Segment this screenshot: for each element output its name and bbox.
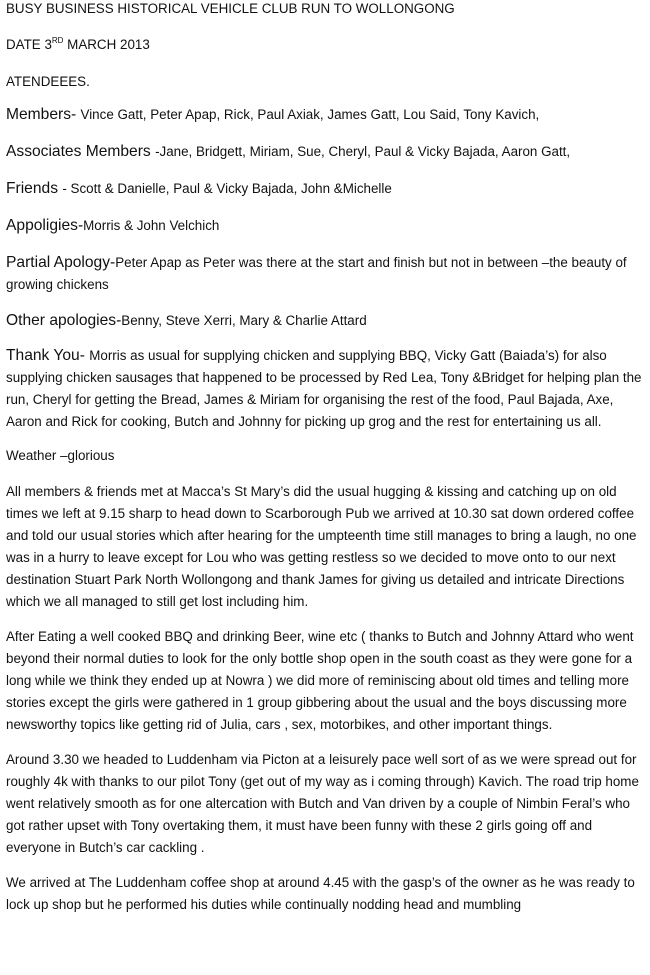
members-list: Vince Gatt, Peter Apap, Rick, Paul Axiak, James Gatt, Lou Said, Tony Kavich, (80, 107, 540, 122)
date-prefix: DATE 3 (6, 37, 52, 52)
appoligies-line (6, 215, 644, 237)
associates-label: Associates Members (6, 143, 156, 160)
members-label: Members- (6, 106, 81, 123)
thank-you-paragraph (6, 345, 644, 433)
appoligies-label: Appoligies- (6, 217, 84, 234)
friends-list: - Scott & Danielle, Paul & Vicky Bajada, John &Michelle (62, 181, 392, 196)
appoligies-list: Morris & John Velchich (83, 218, 220, 233)
partial-apology-text: Peter Apap as Peter was there at the start and finish but not in between –the beauty of growing chickens (6, 255, 627, 292)
attendees-heading: ATENDEEES. (6, 74, 90, 89)
paragraph-coffee-shop: We arrived at The Luddenham coffee shop at around 4.45 with the gasp’s of the owner as he was ready to lock up shop but he performed his duties while continually nodding head and mumbling (6, 875, 635, 912)
paragraph-meeting: All members & friends met at Macca’s St Mary’s did the usual hugging & kissing and catching up on old times we left at 9.15 sharp to head down to Scarborough Pub we arrived at 10.30 sat down ordered coffee and told our usual stories which after hearing for the umpteenth time still manages to bring a laugh, no one was in a hurry to leave except for Lou who was getting restless so we decided to move onto to our next destination Stuart Park North Wollongong and thank James for giving us detailed and intricate Directions which we all managed to still get lost including him. (6, 484, 637, 609)
event-date (6, 34, 644, 56)
associates-line (6, 141, 644, 163)
members-line (6, 104, 644, 126)
date-suffix: MARCH 2013 (63, 37, 150, 52)
date-ordinal: RD (51, 36, 64, 45)
weather-line: Weather –glorious (6, 448, 115, 463)
other-apologies-label: Other apologies- (6, 312, 122, 329)
paragraph-bbq: After Eating a well cooked BBQ and drinking Beer, wine etc ( thanks to Butch and Johnny Attard who went beyond their normal duties to look for the only bottle shop open in the south coast as they were gone for a long while we think they ended up at Nowra ) we did more of reminiscing about old times and telling more stories except the girls were gathered in 1 group gibbering about the usual and the boys discussing more newsworthy topics like getting rid of Julia, cars , sex, motorbikes, and other important things. (6, 629, 634, 732)
paragraph-return: Around 3.30 we headed to Luddenham via Picton at a leisurely pace well sort of as we were spread out for roughly 4k with thanks to our pilot Tony (get out of my way as i coming through) Kavich. The road trip home went relatively smooth as for one altercation with Butch and Van driven by a couple of Nimbin Feral’s who got rather upset with Tony overtaking them, it must have been funny with these 2 girls going off and everyone in Butch’s car cackling . (6, 752, 639, 855)
friends-line (6, 178, 644, 200)
thank-you-label: Thank You- (6, 347, 90, 364)
friends-label: Friends (6, 180, 63, 197)
associates-list: -Jane, Bridgett, Miriam, Sue, Cheryl, Paul & Vicky Bajada, Aaron Gatt, (155, 144, 571, 159)
thank-you-text: Morris as usual for supplying chicken and supplying BBQ, Vicky Gatt (Baiada’s) for also supplying chicken sausages that happened to be processed by Red Lea, Tony &Bridget for helping plan the run, Cheryl for getting the Bread, James & Miriam for organising the rest of the food, Paul Bajada, Axe, Aaron and Rick for cooking, Butch and Johnny for picking up grog and the rest for entertaining us all. (6, 348, 642, 429)
other-apologies-list: Benny, Steve Xerri, Mary & Charlie Attard (121, 313, 367, 328)
partial-apology (6, 252, 644, 296)
partial-apology-label: Partial Apology- (6, 254, 116, 271)
other-apologies-line (6, 310, 644, 332)
document-title: BUSY BUSINESS HISTORICAL VEHICLE CLUB RUN TO WOLLONGONG (6, 1, 455, 16)
